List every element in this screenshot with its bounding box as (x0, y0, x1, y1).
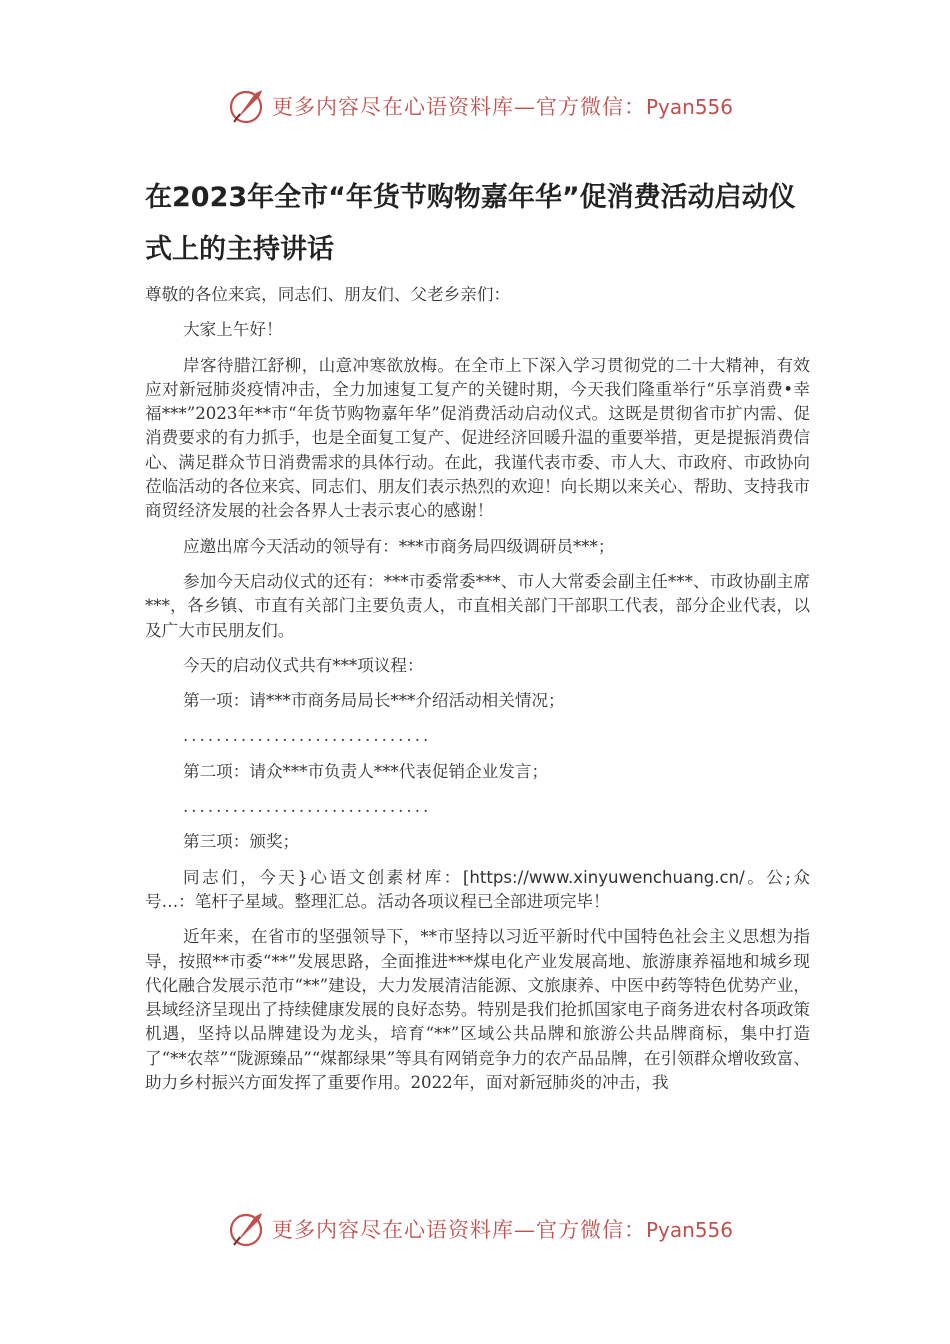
ellipsis-line-1: .............................. (183, 726, 432, 746)
opening-paragraph: 岸客待腊江舒柳，山意冲寒欲放梅。在全市上下深入学习贯彻党的二十大精神，有效应对新冠肺炎疫情冲击，全力加速复工复产的关键时期，今天我们隆重举行“乐享消费•幸福***”2023年**市“年货节购物嘉年华”促消费活动启动仪式。这既是贯彻省市扩内需、促消费要求的有力抓手，也是全面复工复产、促进经济回暖升温的重要举措，更是提振消费信心、满足群众节日消费需求的具体行动。在此，我谨代表市委、市人大、市政府、市政协向莅临活动的各位来宾、同志们、朋友们表示热烈的欢迎！向长期以来关心、帮助、支持我市商贸经济发展的社会各界人士表示衷心的感谢！ (145, 355, 810, 521)
quill-logo-icon (226, 1209, 266, 1249)
banner-text: 更多内容尽在心语资料库—官方微信：Pyan556 (272, 1218, 734, 1242)
attendees-paragraph: 参加今天启动仪式的还有：***市委常委***、市人大常委会副主任***、市政协副主席***，各乡镇、市直有关部门主要负责人，市直相关部门干部职工代表，部分企业代表，以及广大市民朋友们。 (145, 571, 810, 640)
leaders-paragraph: 应邀出席今天活动的领导有：***市商务局四级调研员***； (183, 536, 615, 556)
document-body (145, 283, 810, 1106)
agenda-item-3: 第三项：颁奖； (183, 832, 300, 852)
footer-banner (226, 1209, 733, 1249)
salutation: 尊敬的各位来宾，同志们、朋友们、父老乡亲们： (145, 285, 511, 304)
review-paragraph: 近年来，在省市的坚强领导下，**市坚持以习近平新时代中国特色社会主义思想为指导，按照**市委“**”发展思路，全面推进***煤电化产业发展高地、旅游康养福地和城乡现代化融合发展示范市“**”建设，大力发展清洁能源、文旅康养、中医中药等特色优势产业，县域经济呈现出了持续健康发展的良好态势。特别是我们抢抓国家电子商务进农村各项政策机遇，坚持以品牌建设为龙头，培育“**”区域公共品牌和旅游公共品牌商标，集中打造了“**农萃”“陇源臻品”“煤都绿果”等具有网销竞争力的农产品品牌，在引领群众增收致富、助力乡村振兴方面发挥了重要作用。2022年，面对新冠肺炎的冲击，我 (145, 927, 810, 1093)
quill-logo-icon (226, 86, 266, 126)
header-banner (226, 86, 733, 126)
banner-text: 更多内容尽在心语资料库—官方微信：Pyan556 (272, 95, 734, 119)
ellipsis-line-2: .............................. (183, 797, 432, 817)
agenda-item-1: 第一项：请***市商务局局长***介绍活动相关情况； (183, 691, 565, 711)
agenda-intro: 今天的启动仪式共有***项议程： (183, 655, 424, 675)
agenda-item-2: 第二项：请众***市负责人***代表促销企业发言； (183, 761, 549, 781)
page-title: 在2023年全市“年货节购物嘉年华”促消费活动启动仪式上的主持讲话 (145, 182, 796, 265)
greeting-paragraph: 大家上午好！ (183, 320, 283, 340)
closing-paragraph: 同志们，今天}心语文创素材库：[https://www.xinyuwenchuang.cn/。公;众号…：笔杆子星域。整理汇总。活动各项议程已全部进项完毕！ (145, 867, 811, 911)
source-link[interactable]: https://www.xinyuwenchuang.cn/ (469, 867, 745, 887)
